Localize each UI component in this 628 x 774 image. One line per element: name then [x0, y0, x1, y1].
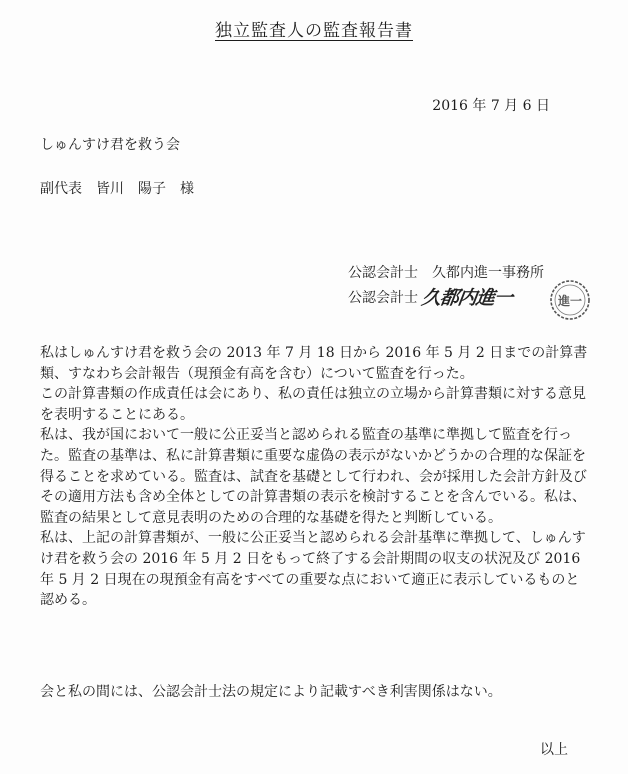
paragraph-responsibility: この計算書類の作成責任は会にあり、私の責任は独立の立場から計算書類に対する意見を表明することにある。 [40, 386, 586, 423]
signer-label: 公認会計士 [348, 289, 418, 306]
document-title [0, 16, 628, 41]
document-title-text: 独立監査人の監査報告書 [215, 21, 413, 41]
auditor-firm: 公認会計士 久都内進一事務所 [348, 265, 544, 281]
closing-mark: 以上 [540, 742, 568, 758]
audit-opinion-body [40, 343, 588, 611]
auditor-signature-row [348, 283, 512, 310]
conflict-of-interest-statement: 会と私の間には、公認会計士法の規定により記載すべき利害関係はない。 [40, 684, 502, 700]
organization-name: しゅんすけ君を救う会 [40, 137, 180, 153]
report-date: 2016 年 7 月 6 日 [432, 98, 550, 114]
handwritten-signature: 久都内進一 [420, 287, 514, 309]
seal-text: 進一 [557, 294, 583, 308]
paragraph-opinion: 私は、上記の計算書類が、一般に公正妥当と認められる会計基準に準拠して、しゅんすけ君を救う会の 2016 年 5 月 2 日をもって終了する会計期間の収支の状況及び 2016 年 5 月 2 日現在の現預金有高をすべての重要な点において適正に表示しているものと認める。 [40, 530, 586, 609]
seal-stamp-icon [548, 278, 592, 322]
addressee: 副代表 皆川 陽子 様 [40, 181, 194, 197]
paragraph-scope: 私はしゅんすけ君を救う会の 2013 年 7 月 18 日から 2016 年 5 月 2 日までの計算書類、すなわち会計報告（現預金有高を含む）について監査を行った。 [40, 345, 588, 382]
paragraph-basis: 私は、我が国において一般に公正妥当と認められる監査の基準に準拠して監査を行った。監査の基準は、私に計算書類に重要な虚偽の表示がないかどうかの合理的な保証を得ることを求めている。監査は、試査を基礎として行われ、会が採用した会計方針及びその適用方法も含め全体としての計算書類の表示を検討することを含んでいる。私は、監査の結果として意見表明のための合理的な基礎を得たと判断している。 [40, 427, 587, 526]
